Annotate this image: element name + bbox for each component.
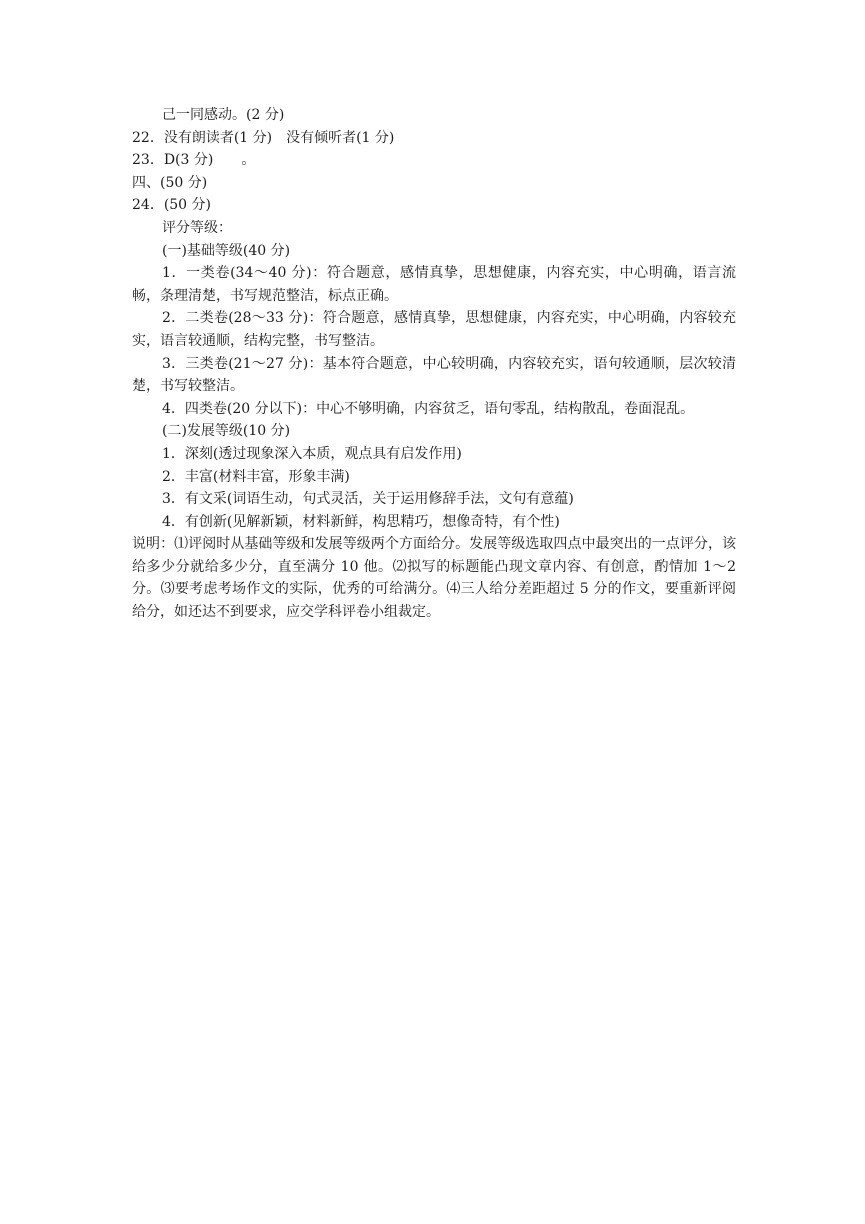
answer-21-tail: 己一同感动。(2 分): [162, 107, 285, 123]
development-item-2: 2．丰富(材料丰富，形象丰满): [162, 468, 350, 485]
answer-22: 22．没有朗读者(1 分) 没有倾听者(1 分): [132, 129, 395, 146]
basic-level-2: 2．二类卷(28～33 分)：符合题意，感情真挚，思想健康，内容充实，中心明确，内容较充实，语言较通顺，结构完整，书写整洁。: [132, 310, 736, 349]
section-four-heading: 四、(50 分): [132, 174, 208, 191]
basic-level-1: 1．一类卷(34～40 分)：符合题意，感情真挚，思想健康，内容充实，中心明确，语言流畅，条理清楚，书写规范整洁，标点正确。: [132, 265, 736, 304]
grading-levels-label: 评分等级：: [162, 219, 232, 236]
development-item-3: 3．有文采(词语生动，句式灵活，关于运用修辞手法，文句有意蕴): [162, 491, 574, 508]
development-item-1: 1．深刻(透过现象深入本质，观点具有启发作用): [162, 445, 462, 462]
basic-level-4: 4．四类卷(20 分以下)：中心不够明确，内容贫乏，语句零乱，结构散乱，卷面混乱。: [162, 400, 695, 417]
answer-key-content: [132, 104, 736, 624]
answer-24: 24．(50 分): [132, 197, 212, 214]
development-level-heading: (二)发展等级(10 分): [162, 423, 291, 440]
basic-level-3: 3．三类卷(21～27 分)：基本符合题意，中心较明确，内容较充实，语句较通顺，层次较清楚，书写较整洁。: [132, 355, 736, 395]
basic-level-heading: (一)基础等级(40 分): [162, 242, 291, 259]
grading-note: 说明：⑴评阅时从基础等级和发展等级两个方面给分。发展等级选取四点中最突出的一点评分，该给多少分就给多少分，直至满分 10 他。⑵拟写的标题能凸现文章内容、有创意，酌情加 1～2 分。⑶要考虑考场作文的实际，优秀的可给满分。⑷三人给分差距超过 5 分的作文，要重新评阅给分，如还达不到要求，应交学科评卷小组裁定。: [132, 536, 736, 621]
answer-23: 23．D(3 分) 。: [132, 152, 256, 169]
development-item-4: 4．有创新(见解新颖，材料新鲜，构思精巧，想像奇特，有个性): [162, 513, 560, 530]
